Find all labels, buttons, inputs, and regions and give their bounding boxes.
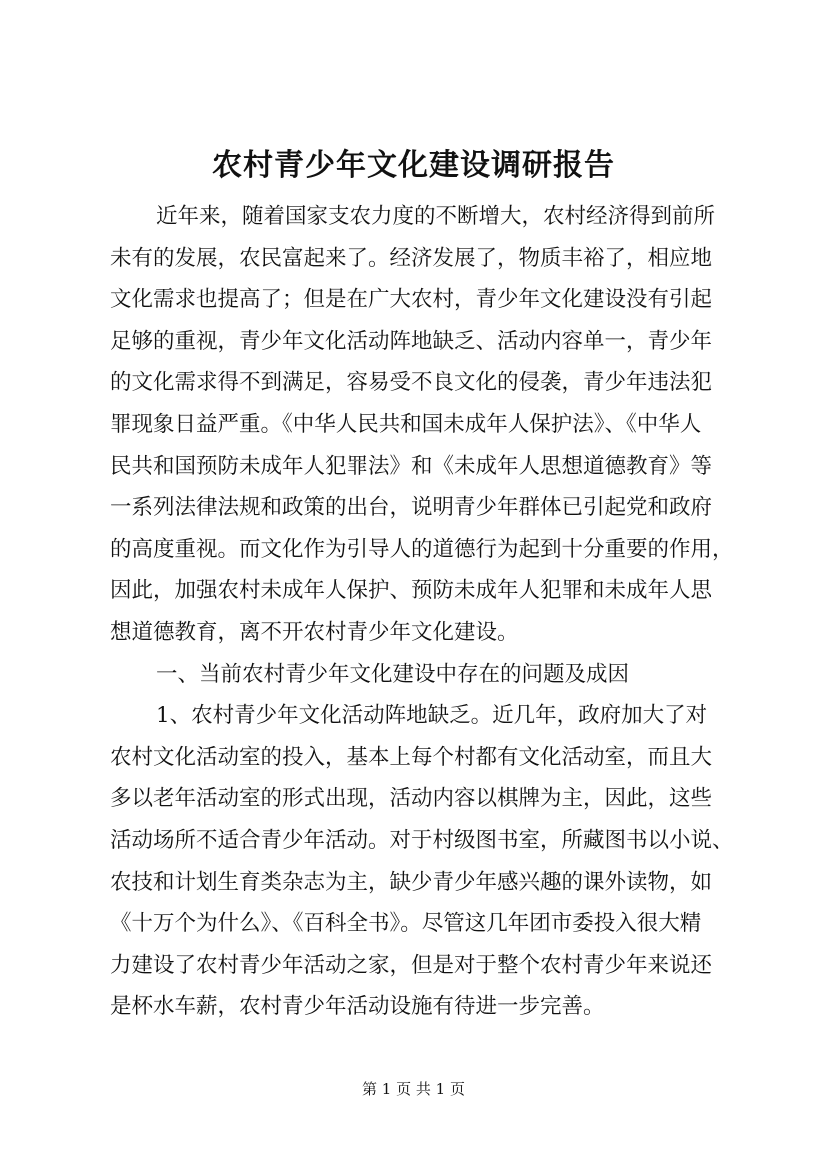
- paragraph-line: 活动场所不适合青少年活动。对于村级图书室，所藏图书以小说、: [110, 827, 734, 853]
- paragraph-line: 力建设了农村青少年活动之家，但是对于整个农村青少年来说还: [110, 952, 713, 978]
- paragraph-line: 的高度重视。而文化作为引导人的道德行为起到十分重要的作用，: [110, 536, 734, 562]
- paragraph-line: 足够的重视，青少年文化活动阵地缺乏、活动内容单一，青少年: [110, 328, 713, 354]
- paragraph-line: 罪现象日益严重。《中华人民共和国未成年人保护法》、《中华人: [110, 411, 702, 437]
- paragraph-line: 想道德教育，离不开农村青少年文化建设。: [110, 619, 519, 645]
- page-footer: 第 1 页 共 1 页: [362, 1080, 465, 1098]
- paragraph-line: 的文化需求得不到满足，容易受不良文化的侵袭，青少年违法犯: [110, 370, 713, 396]
- paragraph-line: 因此，加强农村未成年人保护、预防未成年人犯罪和未成年人思: [110, 578, 713, 604]
- document-body: [110, 196, 734, 1028]
- document-title: 农村青少年文化建设调研报告: [212, 148, 615, 183]
- paragraph-line: 农技和计划生育类杂志为主，缺少青少年感兴趣的课外读物，如: [110, 869, 713, 895]
- paragraph-line: 是杯水车薪，农村青少年活动设施有待进一步完善。: [110, 994, 605, 1020]
- paragraph-line: 近年来，随着国家支农力度的不断增大，农村经济得到前所: [156, 204, 716, 229]
- paragraph-line: 一系列法律法规和政策的出台，说明青少年群体已引起党和政府: [110, 495, 713, 521]
- section-heading: 一、当前农村青少年文化建设中存在的问题及成因: [156, 661, 630, 687]
- paragraph-line: 多以老年活动室的形式出现，活动内容以棋牌为主，因此，这些: [110, 786, 713, 812]
- paragraph-line: 文化需求也提高了；但是在广大农村，青少年文化建设没有引起: [110, 287, 713, 313]
- paragraph-line: 1、农村青少年文化活动阵地缺乏。近几年，政府加大了对: [156, 703, 708, 729]
- paragraph-line: 民共和国预防未成年人犯罪法》和《未成年人思想道德教育》等: [110, 453, 713, 479]
- paragraph-line: 农村文化活动室的投入，基本上每个村都有文化活动室，而且大: [110, 744, 713, 770]
- paragraph-line: 《十万个为什么》、《百科全书》。尽管这几年团市委投入很大精: [110, 911, 702, 937]
- paragraph-line: 未有的发展，农民富起来了。经济发展了，物质丰裕了，相应地: [110, 245, 713, 271]
